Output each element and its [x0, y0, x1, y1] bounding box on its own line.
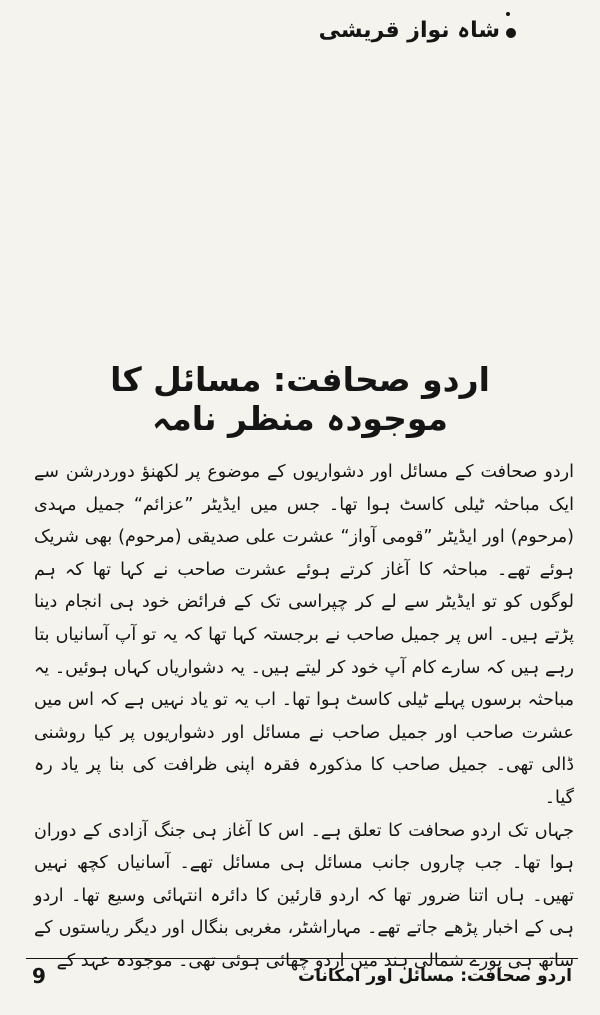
ornament-dot	[506, 12, 510, 16]
page-number: 9	[32, 964, 46, 988]
footer-divider	[26, 958, 578, 959]
author-name: شاہ نواز قریشی	[318, 18, 500, 43]
article-body	[34, 456, 574, 978]
running-title: اردو صحافت: مسائل اور امکانات	[298, 966, 572, 986]
paragraph: اردو صحافت کے مسائل اور دشواریوں کے موضوع پر لکھنؤ دوردرشن سے ایک مباحثہ ٹیلی کاسٹ ہوا تھا۔ جس میں ایڈیٹر ”عزائم“ جمیل مہدی (مرحوم) اور ایڈیٹر ”قومی آواز“ عشرت علی صدیقی (مرحوم) بھی شریک ہوئے تھے۔ مباحثہ کا آغاز کرتے ہوئے عشرت صاحب نے کہا تھا کہ ہم لوگوں کو تو ایڈیٹر سے لے کر چپراسی تک کے فرائض خود ہی انجام دینا پڑتے ہیں۔ اس پر جمیل صاحب نے برجستہ کہا تھا کہ یہ تو آپ آسانیاں بتا رہے ہیں کہ سارے کام آپ خود کر لیتے ہیں۔ یہ دشواریاں کہاں ہوئیں۔ یہ مباحثہ برسوں پہلے ٹیلی کاسٹ ہوا تھا۔ اب یہ تو یاد نہیں ہے کہ اس میں عشرت صاحب اور جمیل صاحب نے مسائل اور دشواریوں پر کیا روشنی ڈالی تھی۔ جمیل صاحب کا مذکورہ فقرہ اپنی ظرافت کی بنا پر یاد رہ گیا۔	[34, 462, 574, 808]
paragraph: جہاں تک اردو صحافت کا تعلق ہے۔ اس کا آغاز ہی جنگ آزادی کے دوران ہوا تھا۔ جب چاروں جانب مسائل ہی مسائل تھے۔ آسانیاں کچھ نہیں تھیں۔ ہاں اتنا ضرور تھا کہ اردو قارئین کا دائرہ انتہائی وسیع تھا۔ اردو ہی کے اخبار پڑھے جاتے تھے۔ مہاراشٹر، مغربی بنگال اور دیگر ریاستوں کے ساتھ ہی پورے شمالی ہند میں اردو چھائی ہوئی تھی۔ موجودہ عہد کے	[34, 820, 574, 971]
article-title: اردو صحافت: مسائل کا موجودہ منظر نامہ	[110, 360, 490, 438]
bullet-icon	[506, 28, 516, 38]
